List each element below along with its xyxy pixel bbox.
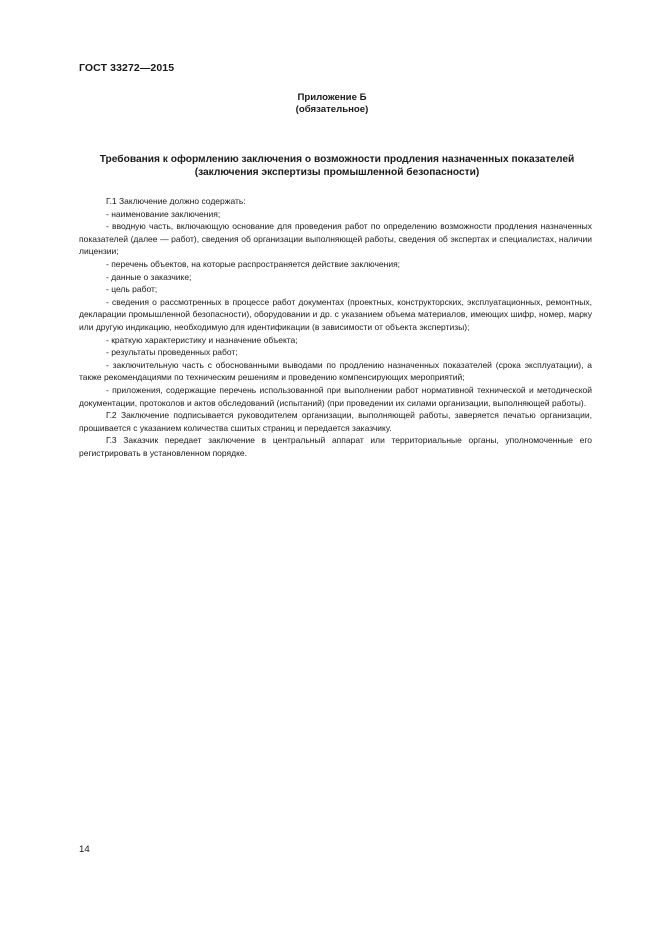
clause-g1: Г.1 Заключение должно содержать: bbox=[106, 196, 246, 206]
appendix-heading bbox=[79, 92, 585, 116]
list-item-objects: - перечень объектов, на которые распространяется действие заключения; bbox=[106, 258, 401, 269]
page-number: 14 bbox=[79, 844, 90, 855]
list-item-goal: - цель работ; bbox=[106, 284, 158, 295]
section-title-line-1: Требования к оформлению заключения о возможности продления назначенных показателей bbox=[99, 154, 575, 165]
body-text bbox=[79, 195, 592, 459]
list-item-object-description: - краткую характеристику и назначение объекта; bbox=[106, 334, 298, 345]
list-item-documents: - сведения о рассмотренных в процессе работ документах (проектных, конструкторских, эксплуатационных, ремонтных, декларации промышленной безопасности), оборудовании и др. с указанием объема материалов, имеющих шифр, номер, марку или другую индикацию, необходимую для идентификации (в зависимости от объекта экспертизы); bbox=[79, 296, 592, 332]
appendix-label: Приложение Б bbox=[297, 92, 367, 103]
clause-g3: Г.3 Заказчик передает заключение в центральный аппарат или территориальные органы, уполномоченные его регистрировать в установленном порядке. bbox=[79, 435, 592, 458]
section-title-line-2: (заключения экспертизы промышленной безопасности) bbox=[194, 166, 480, 178]
clause-g2: Г.2 Заключение подписывается руководителем организации, выполняющей работы, заверяется печатью организации, прошивается с указанием количества сшитых страниц и передается заказчику. bbox=[79, 410, 592, 433]
list-item-appendices: - приложения, содержащие перечень использованной при выполнении работ нормативной технической и методической документации, протоколов и актов обследований (испытаний) (при проведении их силами организации, выполняющей работы). bbox=[79, 384, 592, 408]
list-item-name: - наименование заключения; bbox=[106, 208, 221, 219]
section-title bbox=[79, 154, 595, 179]
list-item-intro: - вводную часть, включающую основание для проведения работ по определению возможности продления назначенных показателей (далее — работ), сведения об организации выполняющей работы, сведения об экспертах и специалистах, наличии лицензии; bbox=[79, 221, 592, 257]
appendix-status: (обязательное) bbox=[295, 104, 369, 115]
list-item-results: - результаты проведенных работ; bbox=[106, 347, 238, 358]
list-item-customer: - данные о заказчике; bbox=[106, 271, 192, 282]
list-item-conclusion: - заключительную часть с обоснованными выводами по продлению назначенных показателей (срока эксплуатации), а также рекомендациями по техническим решениям и проведению компенсирующих мероприятий; bbox=[79, 359, 592, 383]
standard-designation: ГОСТ 33272—2015 bbox=[79, 62, 175, 74]
